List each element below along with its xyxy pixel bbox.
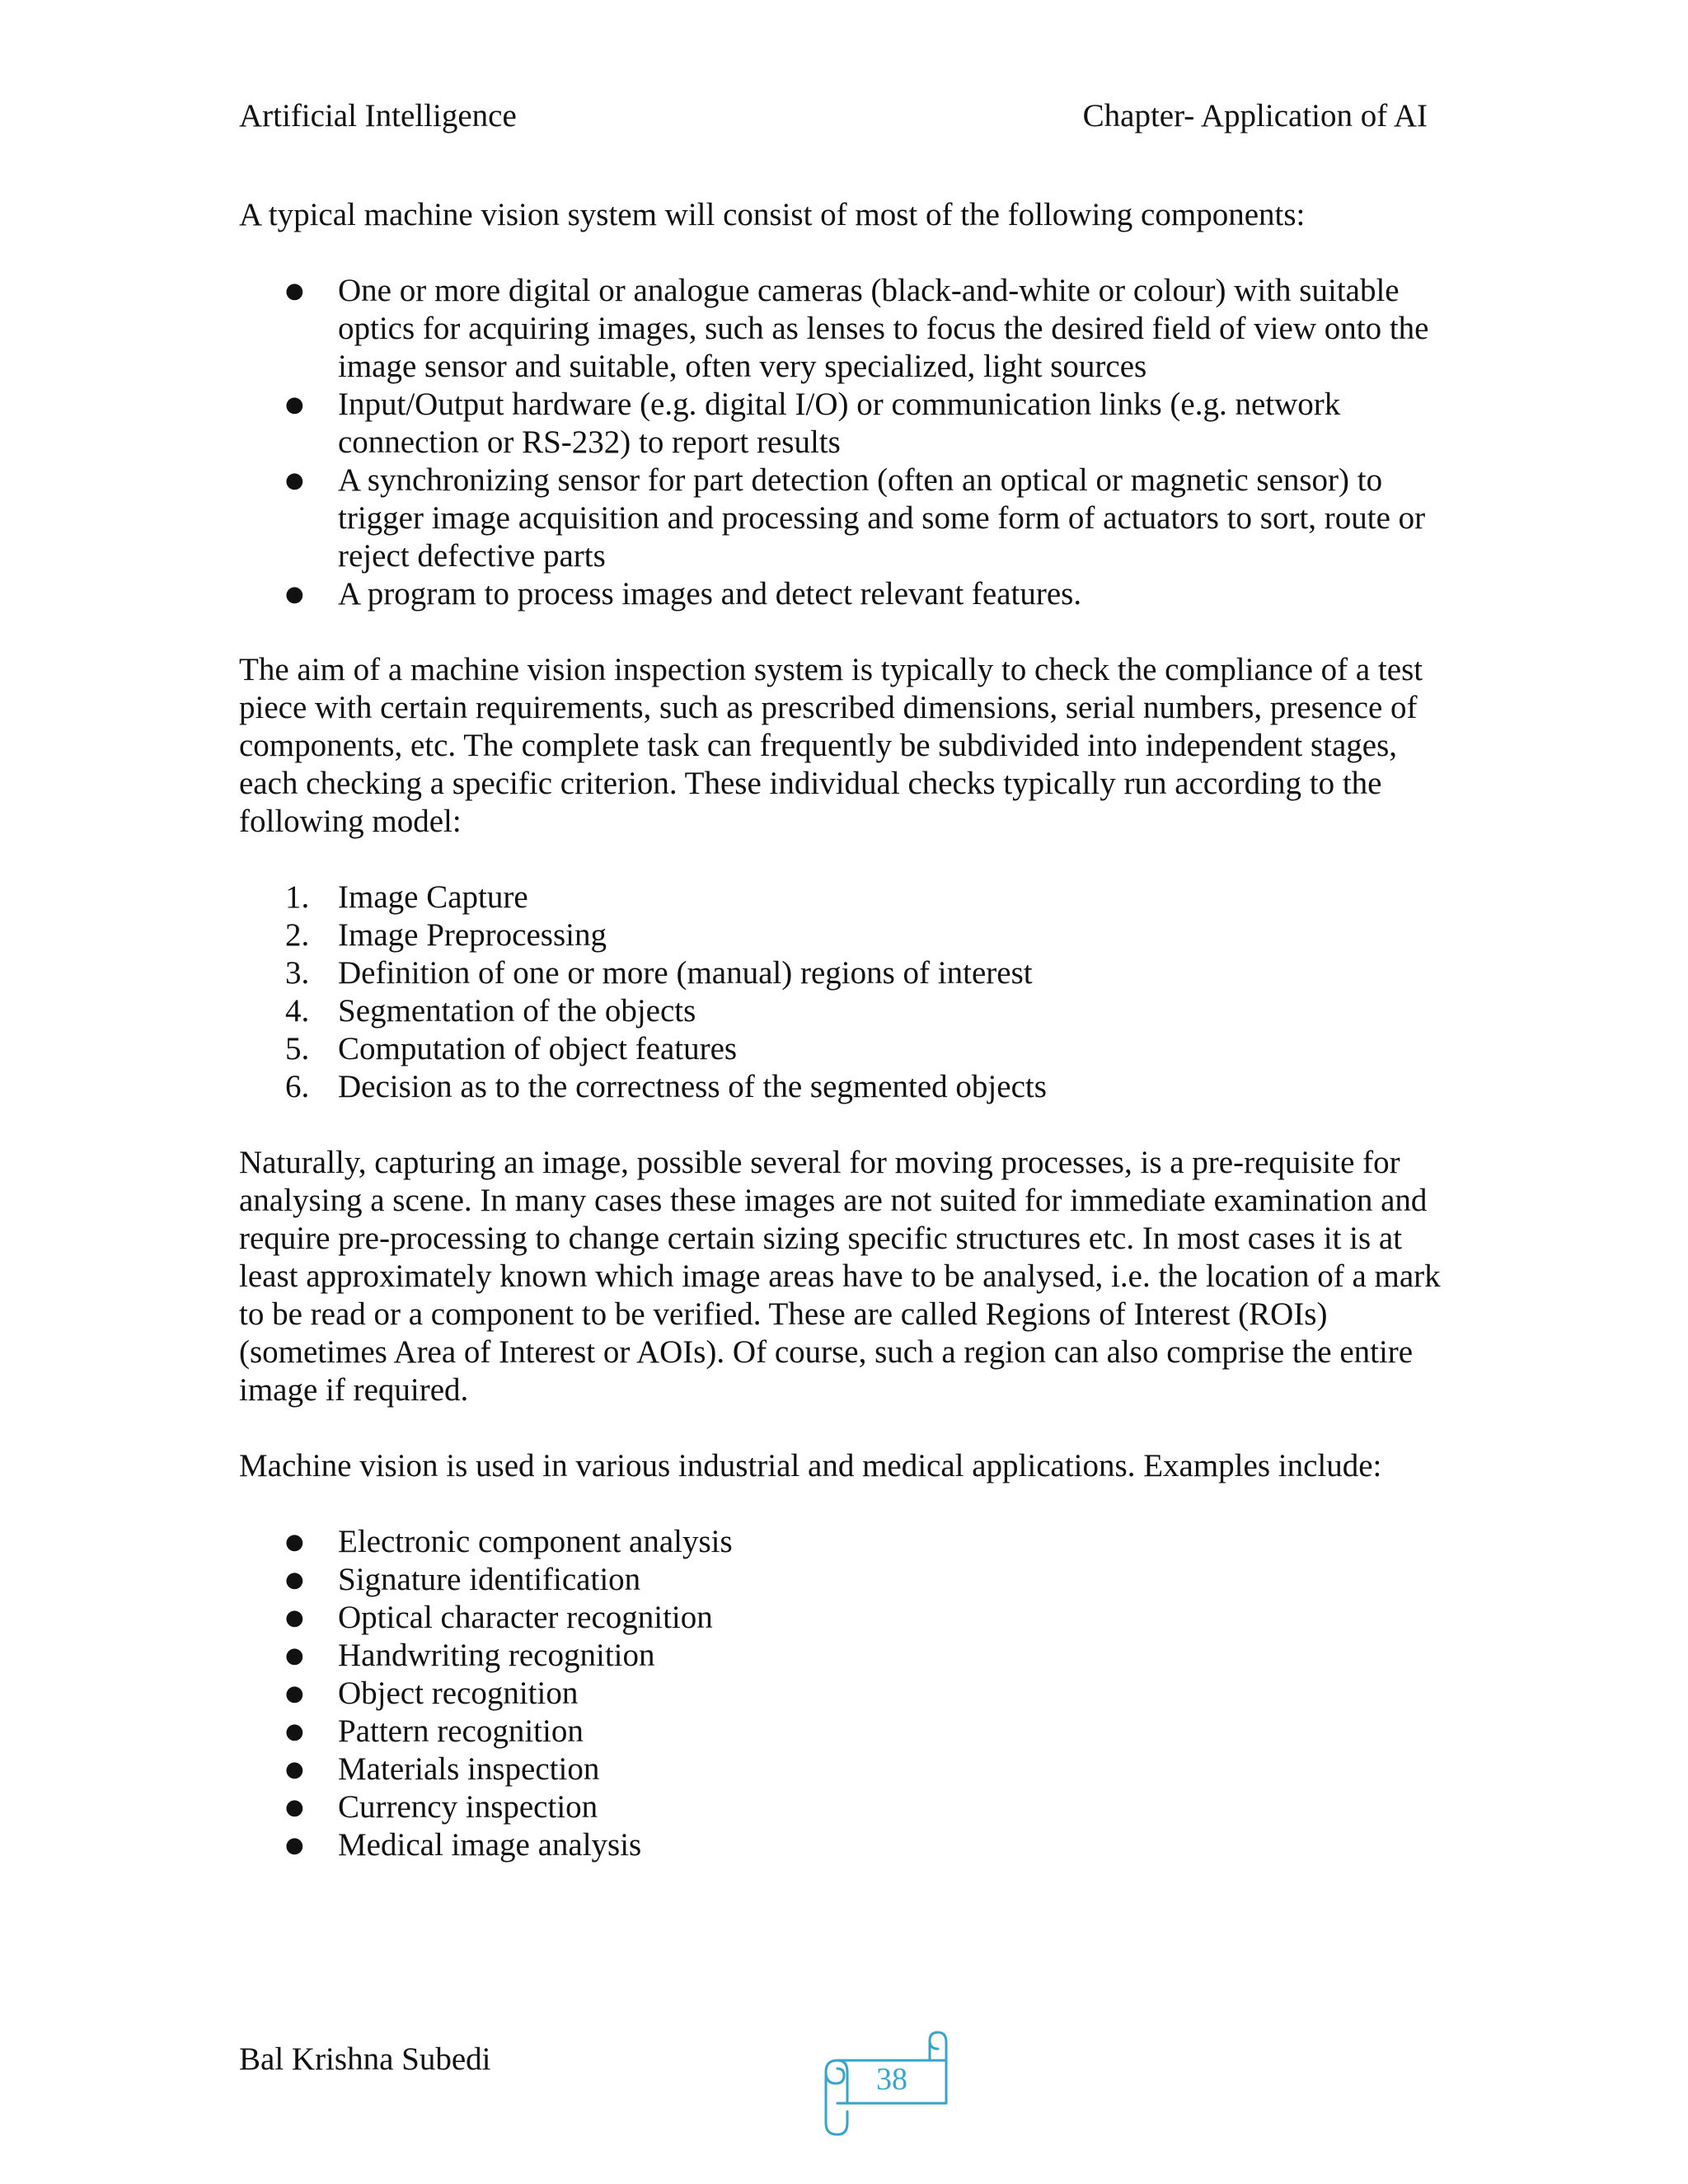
- list-item: ● A program to process images and detect relevant features.: [285, 576, 1082, 612]
- list-item: 3. Definition of one or more (manual) regions of interest: [285, 955, 1033, 991]
- bullet-icon: ●: [285, 468, 304, 493]
- step-number: 2.: [285, 917, 310, 953]
- footer-author: Bal Krishna Subedi: [239, 2041, 491, 2077]
- bullet-icon: ●: [285, 1795, 304, 1820]
- bullet-icon: ●: [285, 279, 304, 303]
- applications-intro: Machine vision is used in various industrial and medical applications. Examples include:: [239, 1448, 1382, 1483]
- list-item: ● Handwriting recognition: [285, 1638, 655, 1673]
- bullet-icon: ●: [285, 1681, 304, 1706]
- step-number: 3.: [285, 955, 310, 991]
- bullet-icon: ●: [285, 1530, 304, 1554]
- list-item: ● Materials inspection: [285, 1751, 600, 1787]
- aim-paragraph: The aim of a machine vision inspection system is typically to check the compliance of a test piece with certain requirements, such as prescribed dimensions, serial numbers, presence of components, etc. The complete task can frequently be subdivided into independent stages, each checking a specific criterion. These individual checks typically run according to the following model:: [239, 652, 1423, 839]
- page-number: 38: [876, 2062, 907, 2097]
- bullet-icon: ●: [285, 1757, 304, 1782]
- list-item: ● A synchronizing sensor for part detection (often an optical or magnetic sensor) to trigger image acquisition and processing and some form of actuators to sort, route or reject defective parts: [285, 462, 1426, 574]
- list-item: 6. Decision as to the correctness of the segmented objects: [285, 1069, 1047, 1104]
- list-item: ● Electronic component analysis: [285, 1524, 733, 1559]
- bullet-icon: ●: [285, 1643, 304, 1668]
- bullet-icon: ●: [285, 1719, 304, 1744]
- intro-paragraph: A typical machine vision system will consist of most of the following components:: [239, 197, 1306, 232]
- bullet-icon: ●: [285, 582, 304, 607]
- list-item: ● Optical character recognition: [285, 1600, 713, 1635]
- bullet-icon: ●: [285, 392, 304, 417]
- components-list: [239, 272, 1451, 613]
- bullet-icon: ●: [285, 1568, 304, 1592]
- list-item: 5. Computation of object features: [285, 1031, 738, 1066]
- list-item: 2. Image Preprocessing: [285, 917, 607, 953]
- list-item: ● Object recognition: [285, 1675, 579, 1711]
- applications-list: [239, 1523, 1451, 1864]
- header-chapter: Chapter- Application of AI: [1082, 98, 1428, 134]
- bullet-icon: ●: [285, 1833, 304, 1858]
- body-content: [239, 196, 1451, 1902]
- naturally-paragraph: Naturally, capturing an image, possible several for moving processes, is a pre-requisite for analysing a scene. In many cases these images are not suited for immediate examination and require pre-processing to change certain sizing specific structures etc. In most cases it is at least approximately known which image areas have to be analysed, i.e. the location of a mark to be read or a component to be verified. These are called Regions of Interest (ROIs) (sometimes Area of Interest or AOIs). Of course, such a region can also comprise the entire image if required.: [239, 1145, 1441, 1408]
- list-item: 1. Image Capture: [285, 879, 528, 915]
- list-item: ● Signature identification: [285, 1562, 641, 1597]
- step-number: 6.: [285, 1069, 310, 1104]
- list-item: ● Currency inspection: [285, 1789, 598, 1825]
- list-item: 4. Segmentation of the objects: [285, 993, 696, 1029]
- model-steps-list: [239, 879, 1451, 1106]
- list-item: ● Input/Output hardware (e.g. digital I/O) or communication links (e.g. network connection or RS-232) to report results: [285, 387, 1341, 460]
- list-item: ● Medical image analysis: [285, 1827, 642, 1863]
- header-title: Artificial Intelligence: [239, 98, 517, 134]
- list-item: ● One or more digital or analogue cameras (black-and-white or colour) with suitable optics for acquiring images, such as lenses to focus the desired field of view onto the image sensor and suitable, often very specialized, light sources: [285, 273, 1429, 384]
- bullet-icon: ●: [285, 1605, 304, 1630]
- step-number: 4.: [285, 993, 310, 1029]
- step-number: 1.: [285, 879, 310, 915]
- list-item: ● Pattern recognition: [285, 1713, 584, 1749]
- step-number: 5.: [285, 1031, 310, 1066]
